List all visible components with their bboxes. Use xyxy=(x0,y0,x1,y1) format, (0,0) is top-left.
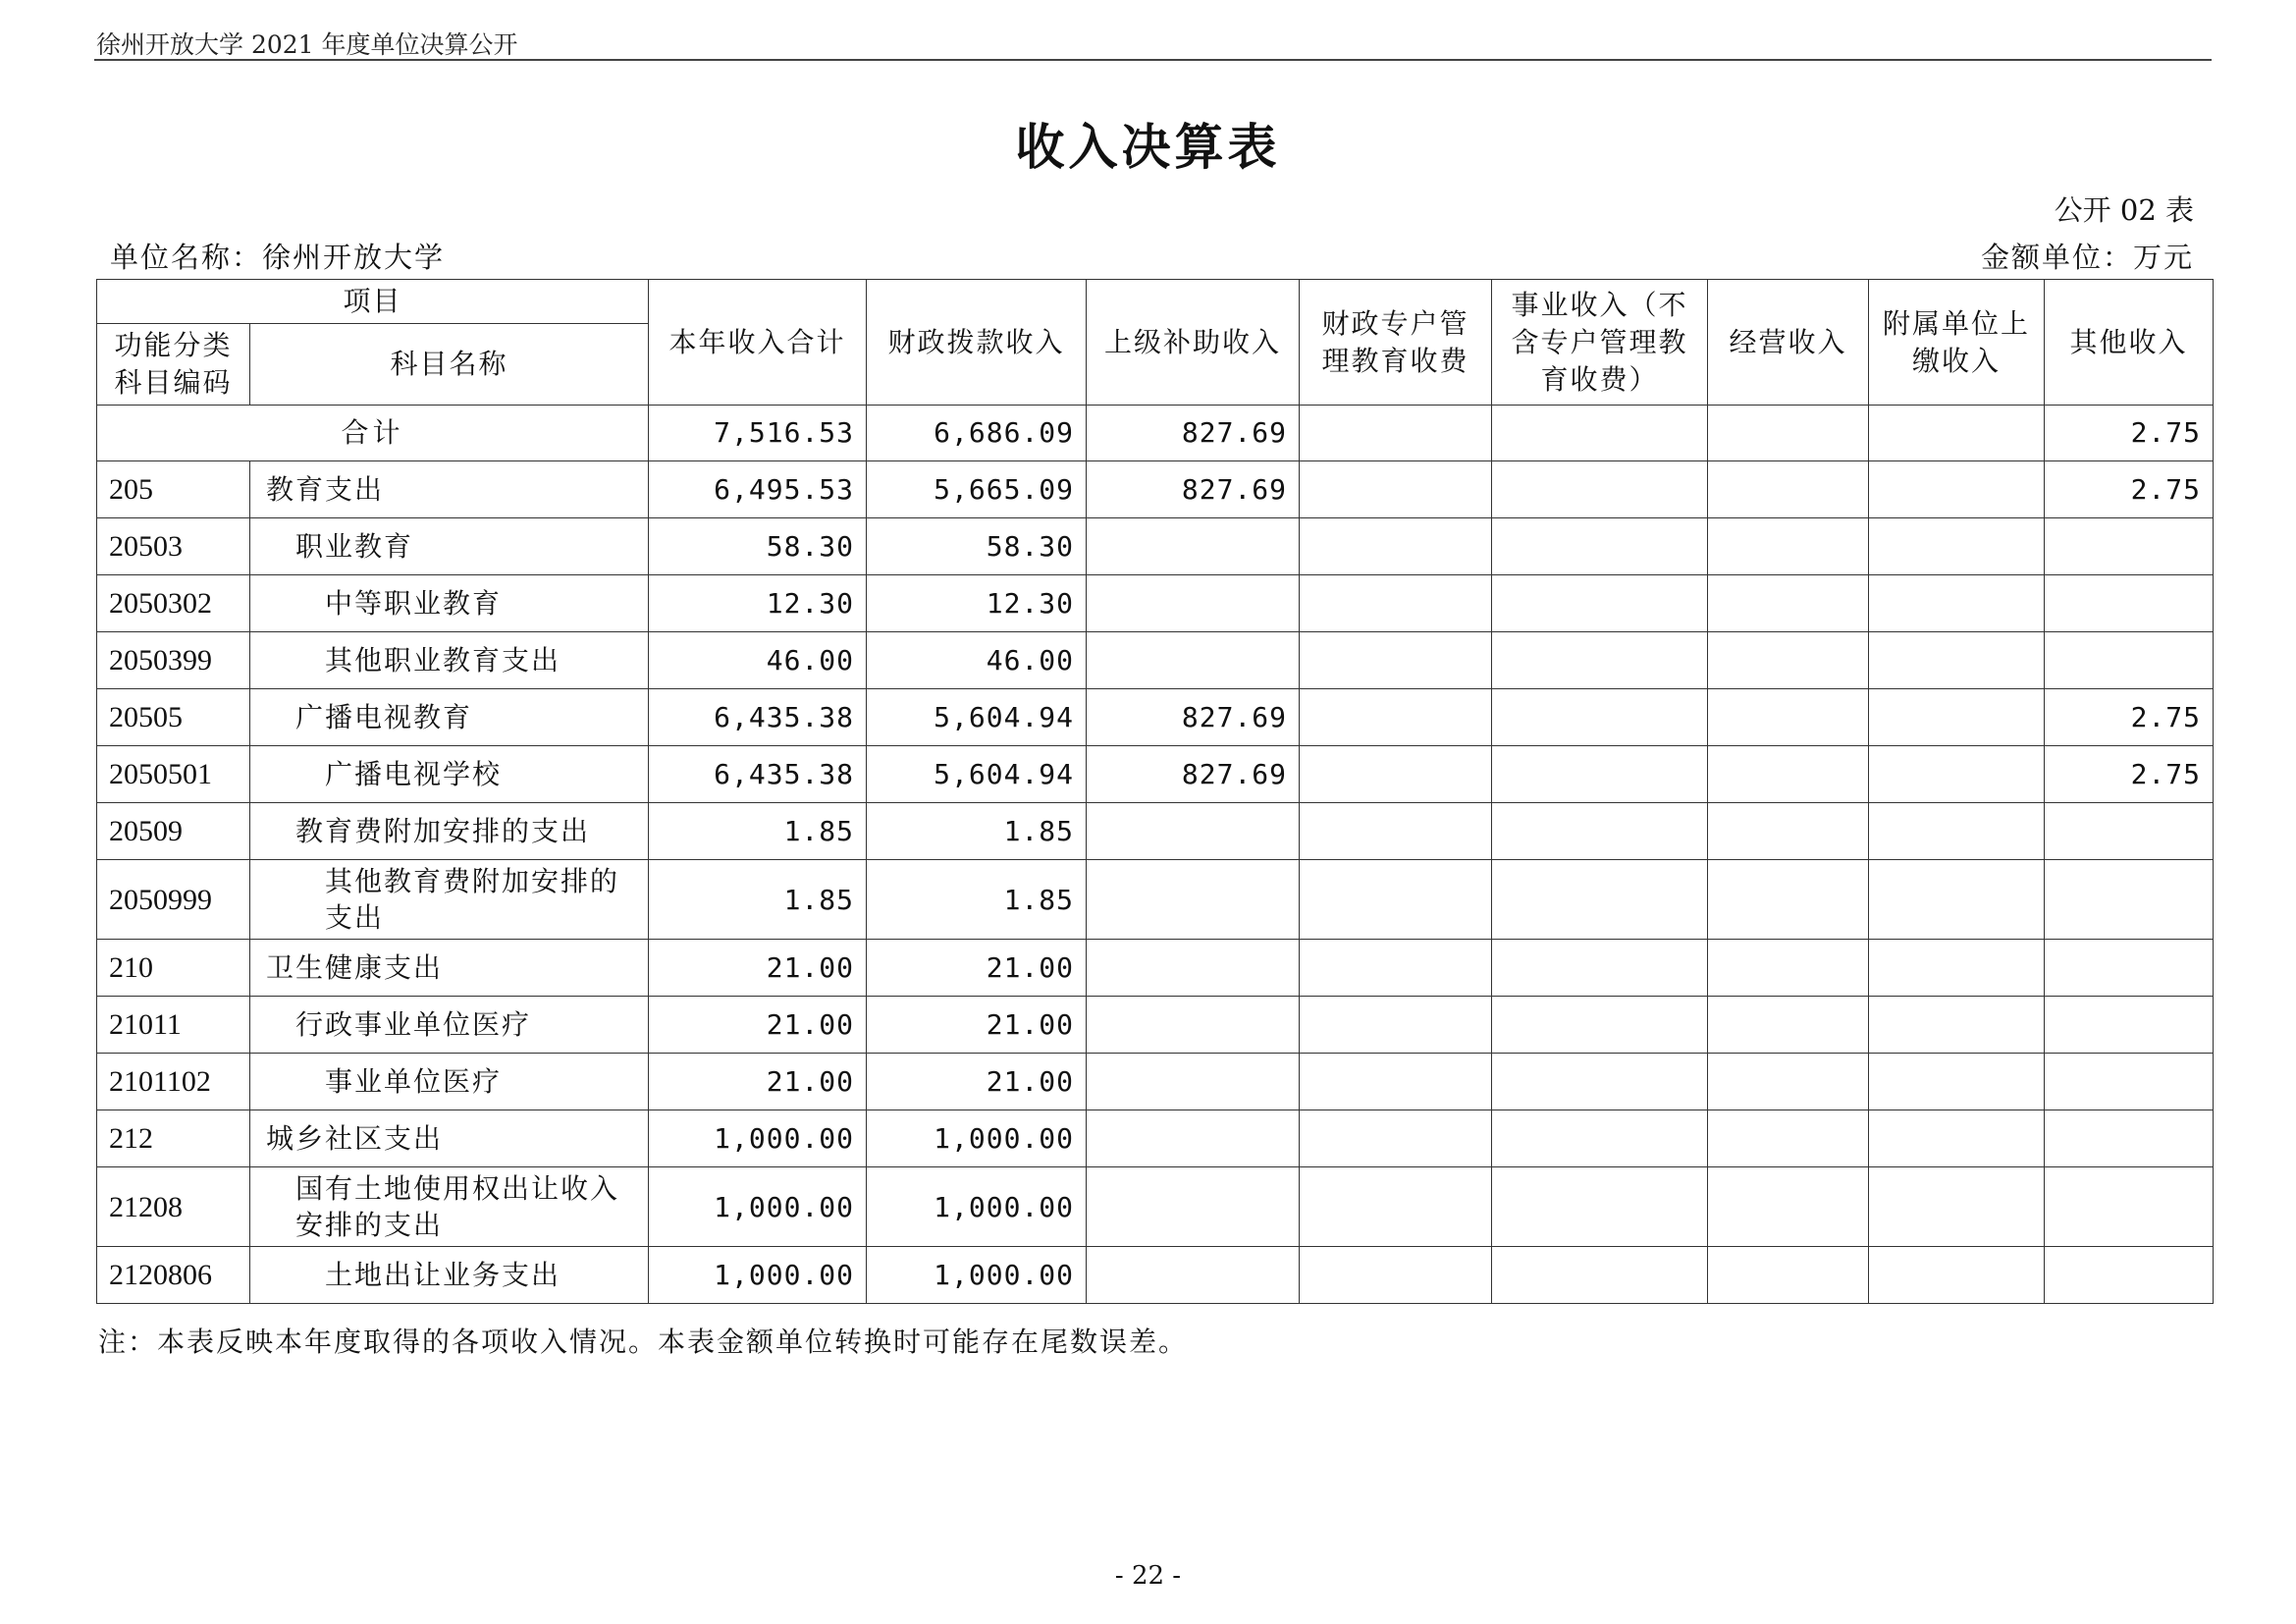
affiliated-cell xyxy=(1869,997,2045,1054)
special-edu-fee-cell xyxy=(1300,1247,1492,1304)
other-cell: 2.75 xyxy=(2045,689,2214,746)
amount-unit: 金额单位：万元 xyxy=(1980,241,2194,274)
fiscal-cell: 5,665.09 xyxy=(867,461,1087,518)
total-cell: 21.00 xyxy=(649,1054,867,1110)
other-cell: 2.75 xyxy=(2045,406,2214,461)
other-cell xyxy=(2045,1110,2214,1167)
affiliated-cell xyxy=(1869,1054,2045,1110)
name-cell: 卫生健康支出 xyxy=(250,940,649,997)
name-cell: 行政事业单位医疗 xyxy=(250,997,649,1054)
affiliated-cell xyxy=(1869,575,2045,632)
header-operating: 经营收入 xyxy=(1708,280,1869,406)
business-cell xyxy=(1492,1110,1708,1167)
name-cell: 其他职业教育支出 xyxy=(250,632,649,689)
affiliated-cell xyxy=(1869,461,2045,518)
other-cell xyxy=(2045,1167,2214,1247)
code-cell: 210 xyxy=(97,940,250,997)
code-cell: 20503 xyxy=(97,518,250,575)
business-cell xyxy=(1492,689,1708,746)
code-cell: 2050399 xyxy=(97,632,250,689)
fiscal-cell: 21.00 xyxy=(867,1054,1087,1110)
table-code: 公开 02 表 xyxy=(2054,193,2194,227)
other-cell xyxy=(2045,1054,2214,1110)
total-cell: 6,495.53 xyxy=(649,461,867,518)
page-number: - 22 - xyxy=(1114,1561,1182,1591)
special-edu-fee-cell xyxy=(1300,518,1492,575)
table-row xyxy=(97,1247,2214,1304)
total-cell: 1,000.00 xyxy=(649,1247,867,1304)
affiliated-cell xyxy=(1869,803,2045,860)
other-cell xyxy=(2045,860,2214,940)
name-cell: 教育费附加安排的支出 xyxy=(250,803,649,860)
total-row xyxy=(97,406,2214,461)
name-cell: 城乡社区支出 xyxy=(250,1110,649,1167)
table-row xyxy=(97,689,2214,746)
other-cell xyxy=(2045,518,2214,575)
operating-cell xyxy=(1708,1054,1869,1110)
header-special-edu-fee: 财政专户管理教育收费 xyxy=(1300,280,1492,406)
affiliated-cell xyxy=(1869,1110,2045,1167)
header-rule xyxy=(94,59,2212,61)
code-cell: 20505 xyxy=(97,689,250,746)
fiscal-cell: 1.85 xyxy=(867,860,1087,940)
business-cell xyxy=(1492,997,1708,1054)
code-cell: 2120806 xyxy=(97,1247,250,1304)
fiscal-cell: 21.00 xyxy=(867,940,1087,997)
affiliated-cell xyxy=(1869,746,2045,803)
other-cell xyxy=(2045,803,2214,860)
name-cell: 事业单位医疗 xyxy=(250,1054,649,1110)
name-cell: 职业教育 xyxy=(250,518,649,575)
business-cell xyxy=(1492,746,1708,803)
header-fiscal: 财政拨款收入 xyxy=(867,280,1087,406)
footnote: 注：本表反映本年度取得的各项收入情况。本表金额单位转换时可能存在尾数误差。 xyxy=(98,1326,1189,1358)
business-cell xyxy=(1492,940,1708,997)
superior-cell xyxy=(1087,1110,1300,1167)
operating-cell xyxy=(1708,632,1869,689)
affiliated-cell xyxy=(1869,1167,2045,1247)
name-cell: 广播电视学校 xyxy=(250,746,649,803)
header-superior: 上级补助收入 xyxy=(1087,280,1300,406)
fiscal-cell: 6,686.09 xyxy=(867,406,1087,461)
business-cell xyxy=(1492,1167,1708,1247)
business-cell xyxy=(1492,1247,1708,1304)
special-edu-fee-cell xyxy=(1300,997,1492,1054)
total-cell: 7,516.53 xyxy=(649,406,867,461)
fiscal-cell: 12.30 xyxy=(867,575,1087,632)
table-row xyxy=(97,940,2214,997)
superior-cell xyxy=(1087,1054,1300,1110)
income-table xyxy=(96,279,2214,1304)
business-cell xyxy=(1492,860,1708,940)
total-cell: 58.30 xyxy=(649,518,867,575)
total-cell: 21.00 xyxy=(649,997,867,1054)
name-cell: 其他教育费附加安排的支出 xyxy=(250,860,649,940)
affiliated-cell xyxy=(1869,518,2045,575)
superior-cell: 827.69 xyxy=(1087,406,1300,461)
business-cell xyxy=(1492,575,1708,632)
special-edu-fee-cell xyxy=(1300,406,1492,461)
operating-cell xyxy=(1708,997,1869,1054)
operating-cell xyxy=(1708,1167,1869,1247)
superior-cell: 827.69 xyxy=(1087,746,1300,803)
fiscal-cell: 1.85 xyxy=(867,803,1087,860)
special-edu-fee-cell xyxy=(1300,689,1492,746)
affiliated-cell xyxy=(1869,860,2045,940)
special-edu-fee-cell xyxy=(1300,1054,1492,1110)
table-row xyxy=(97,746,2214,803)
table-row xyxy=(97,632,2214,689)
other-cell: 2.75 xyxy=(2045,461,2214,518)
superior-cell: 827.69 xyxy=(1087,461,1300,518)
total-cell: 1.85 xyxy=(649,803,867,860)
operating-cell xyxy=(1708,1247,1869,1304)
other-cell xyxy=(2045,632,2214,689)
header-item: 项目 xyxy=(97,280,649,324)
name-cell: 教育支出 xyxy=(250,461,649,518)
operating-cell xyxy=(1708,803,1869,860)
unit-name: 单位名称：徐州开放大学 xyxy=(110,241,446,274)
business-cell xyxy=(1492,518,1708,575)
superior-cell xyxy=(1087,940,1300,997)
operating-cell xyxy=(1708,746,1869,803)
affiliated-cell xyxy=(1869,689,2045,746)
special-edu-fee-cell xyxy=(1300,803,1492,860)
header-func-code: 功能分类科目编码 xyxy=(97,324,250,406)
code-cell: 2050501 xyxy=(97,746,250,803)
affiliated-cell xyxy=(1869,632,2045,689)
affiliated-cell xyxy=(1869,1247,2045,1304)
operating-cell xyxy=(1708,518,1869,575)
business-cell xyxy=(1492,632,1708,689)
table-row xyxy=(97,1054,2214,1110)
superior-cell xyxy=(1087,1247,1300,1304)
table-row xyxy=(97,1167,2214,1247)
operating-cell xyxy=(1708,406,1869,461)
special-edu-fee-cell xyxy=(1300,940,1492,997)
other-cell: 2.75 xyxy=(2045,746,2214,803)
business-cell xyxy=(1492,803,1708,860)
business-cell xyxy=(1492,1054,1708,1110)
fiscal-cell: 1,000.00 xyxy=(867,1167,1087,1247)
total-cell: 1.85 xyxy=(649,860,867,940)
superior-cell xyxy=(1087,518,1300,575)
table-row xyxy=(97,518,2214,575)
code-cell: 2050302 xyxy=(97,575,250,632)
superior-cell xyxy=(1087,997,1300,1054)
header-business: 事业收入（不含专户管理教育收费） xyxy=(1492,280,1708,406)
operating-cell xyxy=(1708,940,1869,997)
header-affiliated: 附属单位上缴收入 xyxy=(1869,280,2045,406)
table-row xyxy=(97,575,2214,632)
total-cell: 6,435.38 xyxy=(649,689,867,746)
special-edu-fee-cell xyxy=(1300,632,1492,689)
running-header: 徐州开放大学 2021 年度单位决算公开 xyxy=(96,30,518,59)
operating-cell xyxy=(1708,689,1869,746)
fiscal-cell: 1,000.00 xyxy=(867,1247,1087,1304)
other-cell xyxy=(2045,1247,2214,1304)
superior-cell xyxy=(1087,1167,1300,1247)
other-cell xyxy=(2045,940,2214,997)
code-cell: 21011 xyxy=(97,997,250,1054)
affiliated-cell xyxy=(1869,940,2045,997)
fiscal-cell: 46.00 xyxy=(867,632,1087,689)
special-edu-fee-cell xyxy=(1300,746,1492,803)
operating-cell xyxy=(1708,575,1869,632)
code-cell: 205 xyxy=(97,461,250,518)
name-cell: 国有土地使用权出让收入安排的支出 xyxy=(250,1167,649,1247)
total-cell: 1,000.00 xyxy=(649,1167,867,1247)
special-edu-fee-cell xyxy=(1300,461,1492,518)
superior-cell xyxy=(1087,632,1300,689)
code-cell: 21208 xyxy=(97,1167,250,1247)
special-edu-fee-cell xyxy=(1300,1167,1492,1247)
fiscal-cell: 5,604.94 xyxy=(867,689,1087,746)
table-row xyxy=(97,461,2214,518)
total-cell: 46.00 xyxy=(649,632,867,689)
table-row xyxy=(97,997,2214,1054)
fiscal-cell: 58.30 xyxy=(867,518,1087,575)
name-cell: 广播电视教育 xyxy=(250,689,649,746)
fiscal-cell: 21.00 xyxy=(867,997,1087,1054)
operating-cell xyxy=(1708,1110,1869,1167)
code-cell: 212 xyxy=(97,1110,250,1167)
table-row xyxy=(97,803,2214,860)
special-edu-fee-cell xyxy=(1300,575,1492,632)
superior-cell xyxy=(1087,575,1300,632)
name-cell: 中等职业教育 xyxy=(250,575,649,632)
table-row xyxy=(97,860,2214,940)
table-row xyxy=(97,1110,2214,1167)
special-edu-fee-cell xyxy=(1300,1110,1492,1167)
other-cell xyxy=(2045,575,2214,632)
affiliated-cell xyxy=(1869,406,2045,461)
fiscal-cell: 1,000.00 xyxy=(867,1110,1087,1167)
business-cell xyxy=(1492,406,1708,461)
operating-cell xyxy=(1708,461,1869,518)
header-total: 本年收入合计 xyxy=(649,280,867,406)
superior-cell: 827.69 xyxy=(1087,689,1300,746)
code-cell: 2101102 xyxy=(97,1054,250,1110)
total-label: 合计 xyxy=(97,406,649,461)
total-cell: 21.00 xyxy=(649,940,867,997)
header-other: 其他收入 xyxy=(2045,280,2214,406)
fiscal-cell: 5,604.94 xyxy=(867,746,1087,803)
page-title: 收入决算表 xyxy=(1015,119,1281,176)
special-edu-fee-cell xyxy=(1300,860,1492,940)
header-subject-name: 科目名称 xyxy=(250,324,649,406)
total-cell: 6,435.38 xyxy=(649,746,867,803)
total-cell: 12.30 xyxy=(649,575,867,632)
total-cell: 1,000.00 xyxy=(649,1110,867,1167)
superior-cell xyxy=(1087,803,1300,860)
other-cell xyxy=(2045,997,2214,1054)
name-cell: 土地出让业务支出 xyxy=(250,1247,649,1304)
superior-cell xyxy=(1087,860,1300,940)
code-cell: 20509 xyxy=(97,803,250,860)
operating-cell xyxy=(1708,860,1869,940)
code-cell: 2050999 xyxy=(97,860,250,940)
business-cell xyxy=(1492,461,1708,518)
